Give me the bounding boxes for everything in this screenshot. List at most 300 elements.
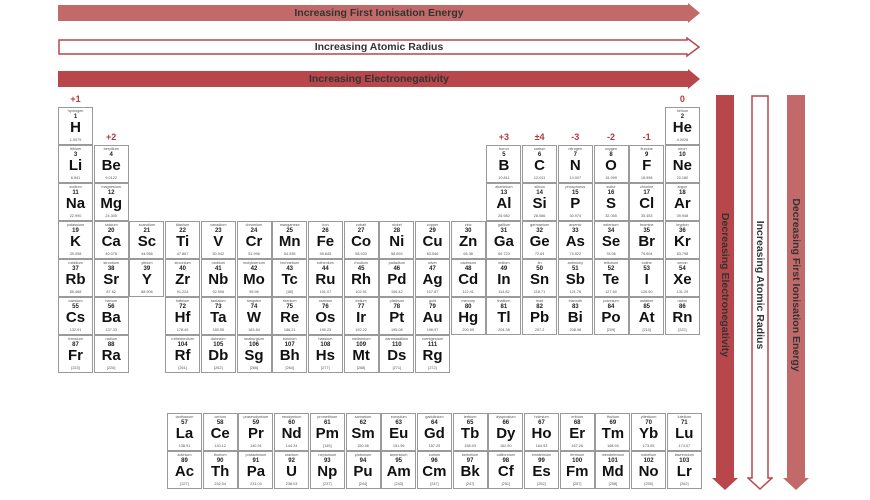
element-cell-krypton — [665, 221, 700, 259]
element-name: americium — [389, 453, 408, 457]
atomic-mass: 144.24 — [285, 444, 298, 448]
element-name: thallium — [497, 299, 511, 303]
atomic-number: 107 — [284, 342, 295, 348]
electronegativity-arrow — [58, 69, 700, 89]
element-symbol: Ta — [210, 309, 227, 326]
element-name: iron — [322, 223, 329, 227]
atomic-mass: 232.04 — [214, 482, 226, 486]
element-cell-iodine — [629, 259, 664, 297]
element-symbol: Na — [65, 195, 86, 212]
element-symbol: Au — [422, 309, 443, 326]
atomic-number: 21 — [143, 228, 151, 234]
atomic-number: 1 — [73, 114, 78, 120]
element-name: neodymium — [281, 415, 302, 419]
element-cell-berkelium — [453, 451, 488, 489]
element-name: rhenium — [282, 299, 297, 303]
element-symbol: As — [565, 233, 585, 250]
atomic-number: 33 — [571, 228, 579, 234]
element-name: cadmium — [460, 261, 476, 265]
atomic-number: 38 — [107, 266, 115, 272]
element-cell-hydrogen — [58, 107, 93, 145]
element-name: dubnium — [211, 337, 226, 341]
element-symbol: Zr — [175, 271, 191, 288]
atomic-number: 54 — [679, 266, 686, 272]
atomic-mass: 151.96 — [392, 444, 405, 448]
element-cell-erbium — [560, 413, 595, 451]
element-name: bohrium — [282, 337, 297, 341]
element-name: neon — [678, 147, 687, 151]
atomic-mass: [262] — [680, 482, 689, 486]
element-symbol: Ag — [422, 271, 443, 288]
element-cell-californium — [488, 451, 523, 489]
atomic-mass: 88.906 — [141, 290, 153, 294]
element-name: chromium — [245, 223, 263, 227]
element-name: dysprosium — [496, 415, 516, 419]
atomic-number: 80 — [464, 304, 472, 310]
atomic-mass: 65.38 — [463, 252, 473, 256]
atomic-mass: 164.93 — [535, 444, 548, 448]
element-name: selenium — [603, 223, 619, 227]
atomic-mass: 74.922 — [569, 252, 582, 256]
element-name: mendelevium — [601, 453, 625, 457]
element-name: zinc — [464, 223, 472, 227]
atomic-mass: 208.98 — [569, 328, 582, 332]
atomic-number: 28 — [393, 228, 401, 234]
element-symbol: Sb — [565, 271, 585, 288]
atomic-number: 9 — [645, 152, 649, 158]
atomic-number: 45 — [357, 266, 365, 272]
element-cell-molybdenum — [237, 259, 272, 297]
atomic-mass: 63.546 — [426, 252, 439, 256]
element-cell-thallium — [486, 297, 521, 335]
element-symbol: Hf — [174, 309, 191, 326]
atomic-mass: 83.798 — [676, 252, 689, 256]
element-cell-bohrium — [272, 335, 307, 373]
element-name: bromine — [639, 223, 654, 227]
element-cell-actinium — [167, 451, 202, 489]
atomic-mass: 12.011 — [533, 176, 546, 180]
element-name: fermium — [570, 453, 585, 457]
element-symbol: Ac — [174, 463, 195, 480]
atomic-number: 91 — [252, 458, 260, 464]
element-cell-tellurium — [594, 259, 629, 297]
element-cell-lawrencium — [667, 451, 702, 489]
element-symbol: Ce — [210, 425, 230, 442]
element-cell-lead — [522, 297, 557, 335]
element-symbol: Br — [638, 233, 656, 250]
atomic-mass: [257] — [572, 482, 582, 486]
atomic-mass: 200.59 — [462, 328, 474, 332]
element-name: holmium — [534, 415, 549, 419]
atomic-number: 62 — [359, 420, 367, 426]
atomic-number: 14 — [536, 190, 543, 196]
element-cell-vanadium — [201, 221, 236, 259]
atomic-number: 109 — [356, 342, 367, 348]
element-cell-yttrium — [129, 259, 164, 297]
element-name: arsenic — [569, 223, 582, 227]
element-cell-magnesium — [94, 183, 129, 221]
element-symbol: In — [497, 271, 511, 288]
atomic-number: 26 — [322, 228, 329, 234]
element-cell-meitnerium — [344, 335, 379, 373]
element-cell-thulium — [595, 413, 630, 451]
atomic-mass: 50.942 — [212, 252, 225, 256]
element-name: darmstadtium — [385, 337, 409, 341]
oxidation-state-label: 0 — [679, 94, 685, 104]
element-symbol: Sr — [103, 271, 120, 288]
element-symbol: Rg — [422, 347, 443, 364]
atomic-number: 105 — [213, 342, 224, 348]
atomic-mass: 26.982 — [498, 214, 510, 218]
atomic-mass: [247] — [465, 482, 475, 486]
atomic-mass: 106.42 — [390, 290, 403, 294]
atomic-mass: 112.41 — [462, 290, 474, 294]
element-symbol: Ho — [531, 425, 552, 442]
element-cell-astatine — [629, 297, 664, 335]
atomic-mass: 10.811 — [498, 176, 510, 180]
atomic-number: 70 — [645, 420, 652, 426]
element-symbol: Rf — [174, 347, 191, 364]
element-cell-seaborgium — [237, 335, 272, 373]
atomic-mass: 47.867 — [176, 252, 189, 256]
atomic-mass: 138.91 — [178, 444, 191, 448]
element-name: nitrogen — [568, 147, 583, 151]
atomic-number: 68 — [573, 420, 581, 426]
element-name: magnesium — [101, 185, 121, 189]
atomic-number: 61 — [323, 420, 331, 426]
element-cell-hafnium — [165, 297, 200, 335]
element-name: potassium — [66, 223, 85, 227]
atomic-mass: 101.07 — [319, 290, 332, 294]
element-name: protactinium — [245, 453, 267, 457]
element-cell-gold — [415, 297, 450, 335]
element-name: thorium — [213, 453, 227, 457]
atomic-number: 24 — [250, 228, 258, 234]
atomic-mass: 30.974 — [569, 214, 582, 218]
element-name: terbium — [463, 415, 477, 419]
element-symbol: Be — [101, 157, 121, 174]
element-cell-helium — [665, 107, 700, 145]
atomic-number: 23 — [214, 228, 222, 234]
atomic-number: 52 — [607, 266, 615, 272]
element-cell-oxygen — [594, 145, 629, 183]
element-cell-sodium — [58, 183, 93, 221]
atomic-number: 88 — [107, 342, 115, 348]
element-name: cerium — [214, 415, 226, 419]
element-cell-protactinium — [238, 451, 273, 489]
atomic-mass: [145] — [323, 444, 332, 448]
atomic-radius-label: Increasing Atomic Radius — [314, 41, 444, 53]
element-cell-rhenium — [272, 297, 307, 335]
element-cell-promethium — [310, 413, 345, 451]
element-cell-scandium — [129, 221, 164, 259]
element-name: hydrogen — [67, 109, 84, 113]
element-symbol: Mo — [243, 271, 265, 288]
element-cell-cerium — [203, 413, 238, 451]
element-cell-neodymium — [274, 413, 309, 451]
element-cell-dubnium — [201, 335, 236, 373]
element-symbol: Am — [386, 463, 411, 480]
atomic-mass: 58.693 — [390, 252, 403, 256]
element-symbol: Gd — [423, 425, 445, 442]
element-symbol: Mg — [100, 195, 123, 212]
element-cell-argon — [665, 183, 700, 221]
atomic-number: 35 — [643, 228, 651, 234]
element-name: silver — [428, 261, 437, 265]
atomic-mass: 9.0122 — [105, 176, 117, 180]
oxidation-state-label: -3 — [571, 132, 580, 142]
element-name: palladium — [388, 261, 405, 265]
atomic-number: 100 — [572, 458, 583, 464]
atomic-mass: 39.948 — [676, 214, 689, 218]
element-name: sodium — [69, 185, 82, 189]
atomic-mass: [259] — [644, 482, 653, 486]
atomic-mass: 92.906 — [212, 290, 225, 294]
atomic-mass: 102.91 — [355, 290, 367, 294]
atomic-number: 13 — [500, 190, 508, 196]
element-symbol: Cl — [639, 195, 655, 212]
element-name: radon — [677, 299, 688, 303]
atomic-mass: 40.078 — [105, 252, 117, 256]
atomic-number: 74 — [250, 304, 258, 310]
atomic-mass: 39.098 — [69, 252, 82, 256]
element-symbol: Re — [280, 309, 300, 326]
atomic-mass: 137.33 — [105, 328, 117, 332]
atomic-mass: 231.04 — [250, 482, 262, 486]
element-cell-chlorine — [629, 183, 664, 221]
atomic-number: 69 — [609, 420, 617, 426]
atomic-number: 16 — [607, 190, 615, 196]
atomic-mass: 18.998 — [640, 176, 653, 180]
atomic-mass: [261] — [178, 366, 187, 370]
atomic-mass: 14.007 — [569, 176, 582, 180]
element-cell-bismuth — [558, 297, 593, 335]
atomic-mass: [277] — [321, 366, 330, 370]
element-symbol: Ru — [315, 271, 336, 288]
element-cell-fermium — [560, 451, 595, 489]
atomic-number: 77 — [357, 304, 365, 310]
atomic-number: 22 — [179, 228, 186, 234]
element-symbol: K — [70, 233, 81, 250]
element-symbol: Pa — [246, 463, 266, 480]
element-symbol: Al — [496, 195, 512, 212]
atomic-mass: 4.0026 — [676, 138, 689, 142]
element-symbol: Ne — [672, 157, 692, 174]
element-cell-uranium — [274, 451, 309, 489]
ionisation-energy-vertical-label: Decreasing First Ionisation Energy — [790, 197, 802, 372]
element-symbol: Dy — [496, 425, 516, 442]
element-name: lead — [536, 299, 544, 303]
element-cell-silver — [415, 259, 450, 297]
element-name: roentgenium — [421, 337, 444, 341]
atomic-mass: 173.05 — [642, 444, 655, 448]
atomic-radius-vertical-arrow — [747, 95, 773, 490]
ionisation-energy-vertical-arrow — [783, 95, 809, 490]
atomic-mass: 183.84 — [248, 328, 260, 332]
atomic-mass: [227] — [180, 482, 189, 486]
element-name: astatine — [640, 299, 654, 303]
atomic-number: 34 — [607, 228, 615, 234]
element-cell-neptunium — [310, 451, 345, 489]
element-symbol: Lr — [676, 463, 692, 480]
atomic-number: 60 — [288, 420, 295, 426]
atomic-mass: 24.305 — [105, 214, 117, 218]
element-symbol: Eu — [389, 425, 409, 442]
element-name: lithium — [70, 147, 81, 151]
element-cell-xenon — [665, 259, 700, 297]
atomic-mass: 178.49 — [176, 328, 189, 332]
element-name: cobalt — [356, 223, 367, 227]
element-symbol: Ge — [529, 233, 550, 250]
atomic-mass: [247] — [430, 482, 439, 486]
element-symbol: Ga — [493, 233, 514, 250]
element-name: molybdenum — [243, 261, 265, 265]
atomic-number: 71 — [680, 420, 688, 426]
atomic-number: 79 — [429, 304, 436, 310]
element-name: actinium — [177, 453, 192, 457]
element-cell-platinum — [379, 297, 414, 335]
atomic-mass: [266] — [249, 366, 259, 370]
element-name: hafnium — [175, 299, 190, 303]
element-cell-niobium — [201, 259, 236, 297]
atomic-mass: 140.12 — [214, 444, 226, 448]
element-name: plutonium — [354, 453, 372, 457]
atomic-mass: 168.93 — [607, 444, 619, 448]
element-name: oxygen — [604, 147, 618, 151]
element-name: strontium — [103, 261, 119, 265]
element-symbol: Ti — [176, 233, 190, 250]
atomic-number: 51 — [571, 266, 579, 272]
element-name: niobium — [211, 261, 225, 265]
ionisation-energy-label: Increasing First Ionisation Energy — [294, 7, 464, 19]
atomic-mass: 107.87 — [426, 290, 439, 294]
atomic-number: 30 — [464, 228, 472, 234]
element-symbol: Bh — [279, 347, 300, 364]
element-cell-neon — [665, 145, 700, 183]
atomic-number: 86 — [679, 304, 686, 310]
atomic-number: 47 — [429, 266, 436, 272]
element-name: berkelium — [461, 453, 479, 457]
element-symbol: Fe — [316, 233, 335, 250]
element-symbol: Nd — [281, 425, 302, 442]
atomic-number: 99 — [538, 458, 545, 464]
element-symbol: No — [638, 463, 659, 480]
atomic-mass: 95.96 — [249, 290, 259, 294]
element-name: xenon — [677, 261, 688, 265]
element-symbol: Co — [351, 233, 372, 250]
atomic-mass: 150.36 — [357, 444, 369, 448]
element-name: gold — [428, 299, 437, 303]
electronegativity-vertical-label: Decreasing Electronegativity — [719, 212, 731, 357]
element-name: praseodymium — [243, 415, 269, 419]
element-cell-iron — [308, 221, 343, 259]
atomic-number: 103 — [679, 458, 690, 464]
element-cell-terbium — [453, 413, 488, 451]
atomic-number: 4 — [109, 152, 113, 158]
atomic-radius-vertical-label: Increasing Atomic Radius — [754, 220, 766, 349]
element-name: promethium — [317, 415, 338, 419]
atomic-number: 101 — [607, 458, 618, 464]
atomic-number: 89 — [181, 458, 188, 464]
atomic-number: 44 — [322, 266, 329, 272]
element-cell-silicon — [522, 183, 557, 221]
element-cell-zinc — [451, 221, 486, 259]
element-name: iodine — [641, 261, 652, 265]
element-cell-rubidium — [58, 259, 93, 297]
atomic-number: 50 — [536, 266, 543, 272]
electronegativity-vertical-arrow — [712, 95, 738, 490]
oxidation-state-label: -1 — [642, 132, 651, 142]
atomic-mass: 207.2 — [534, 328, 545, 332]
atomic-number: 90 — [216, 458, 224, 464]
element-name: osmium — [318, 299, 333, 303]
atomic-mass: 51.996 — [248, 252, 260, 256]
element-symbol: Pd — [387, 271, 407, 288]
atomic-mass: 195.08 — [390, 328, 403, 332]
element-cell-germanium — [522, 221, 557, 259]
element-symbol: Kr — [674, 233, 691, 250]
element-cell-rhodium — [344, 259, 379, 297]
element-cell-lutetium — [667, 413, 702, 451]
atomic-number: 98 — [502, 458, 510, 464]
element-cell-indium — [486, 259, 521, 297]
oxidation-state-label: +1 — [70, 94, 81, 104]
element-cell-plutonium — [346, 451, 381, 489]
atomic-mass: [210] — [642, 328, 651, 332]
atomic-mass: [272] — [428, 366, 437, 370]
atomic-number: 39 — [143, 266, 151, 272]
element-name: fluorine — [640, 147, 653, 151]
element-symbol: Mn — [278, 233, 301, 250]
element-symbol: Db — [208, 347, 229, 364]
element-name: mercury — [461, 299, 476, 303]
element-symbol: Os — [315, 309, 336, 326]
atomic-mass: 44.956 — [141, 252, 153, 256]
element-symbol: Pt — [389, 309, 405, 326]
atomic-number: 81 — [500, 304, 508, 310]
element-name: boron — [499, 147, 509, 151]
element-name: ruthenium — [316, 261, 334, 265]
atomic-mass: [268] — [356, 366, 366, 370]
element-name: tantalum — [211, 299, 226, 303]
electronegativity-label: Increasing Electronegativity — [308, 73, 450, 85]
element-symbol: Cu — [422, 233, 443, 250]
atomic-mass: 127.60 — [605, 290, 617, 294]
atomic-number: 2 — [680, 114, 685, 120]
element-cell-tin — [522, 259, 557, 297]
atomic-number: 76 — [322, 304, 329, 310]
element-symbol: Bi — [567, 309, 583, 326]
element-name: californium — [496, 453, 515, 457]
element-symbol: He — [672, 119, 692, 136]
atomic-mass: 186.21 — [283, 328, 296, 332]
atomic-mass: 20.180 — [676, 176, 689, 180]
element-symbol: O — [605, 157, 617, 174]
element-symbol: S — [605, 195, 616, 212]
atomic-mass: 32.065 — [605, 214, 617, 218]
element-symbol: Se — [601, 233, 621, 250]
element-name: barium — [105, 299, 117, 303]
element-symbol: Ra — [101, 347, 121, 364]
atomic-number: 53 — [643, 266, 651, 272]
atomic-mass: 158.93 — [464, 444, 476, 448]
atomic-number: 96 — [431, 458, 438, 464]
atomic-number: 75 — [286, 304, 294, 310]
element-name: neptunium — [318, 453, 337, 457]
atomic-mass: 121.76 — [569, 290, 582, 294]
element-name: uranium — [284, 453, 299, 457]
oxidation-state-label: ±4 — [534, 132, 545, 142]
